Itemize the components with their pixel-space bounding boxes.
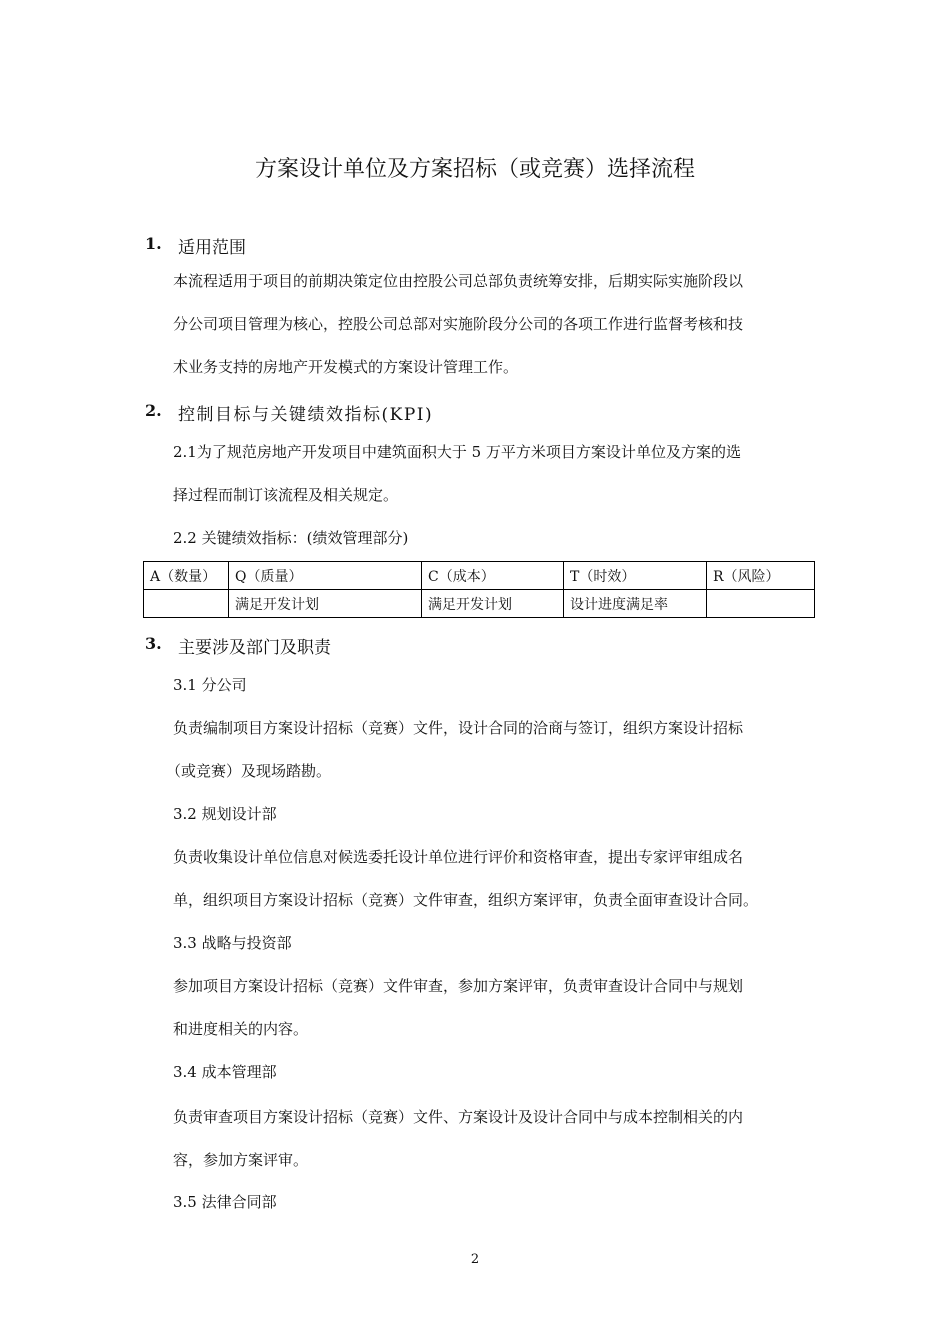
section-1-title: 适用范围 xyxy=(178,238,246,258)
kpi-header-a: A（数量） xyxy=(144,562,229,590)
kpi-header-r: R（风险） xyxy=(707,562,815,590)
subsection-3-4-line-1: 负责审查项目方案设计招标（竞赛）文件、方案设计及设计合同中与成本控制相关的内 xyxy=(173,1108,744,1126)
subsection-3-3-title: 3.3 战略与投资部 xyxy=(173,934,292,952)
subsection-3-1-line-2: （或竞赛）及现场踏勘。 xyxy=(166,762,332,780)
section-2-para-2: 2.2 关键绩效指标：(绩效管理部分) xyxy=(173,529,409,547)
kpi-value-q: 满足开发计划 xyxy=(229,590,422,618)
document-title: 方案设计单位及方案招标（或竞赛）选择流程 xyxy=(254,157,695,182)
subsection-3-4-line-2: 容，参加方案评审。 xyxy=(173,1151,309,1169)
subsection-3-5-title: 3.5 法律合同部 xyxy=(173,1193,277,1211)
section-1-line-2: 分公司项目管理为核心，控股公司总部对实施阶段分公司的各项工作进行监督考核和技 xyxy=(173,315,744,333)
kpi-value-a xyxy=(144,590,229,618)
kpi-table xyxy=(143,561,815,618)
subsection-3-2-title: 3.2 规划设计部 xyxy=(173,805,277,823)
kpi-header-c: C（成本） xyxy=(422,562,564,590)
kpi-value-t: 设计进度满足率 xyxy=(564,590,707,618)
kpi-header-q: Q（质量） xyxy=(229,562,422,590)
kpi-value-c: 满足开发计划 xyxy=(422,590,564,618)
section-1-number: 1. xyxy=(145,234,162,253)
subsection-3-1-title: 3.1 分公司 xyxy=(173,676,247,694)
section-3-title: 主要涉及部门及职责 xyxy=(178,638,331,658)
kpi-value-row xyxy=(144,590,815,618)
section-1-line-3: 术业务支持的房地产开发模式的方案设计管理工作。 xyxy=(173,358,519,376)
kpi-header-t: T（时效） xyxy=(564,562,707,590)
subsection-3-1-line-1: 负责编制项目方案设计招标（竞赛）文件，设计合同的洽商与签订，组织方案设计招标 xyxy=(173,719,744,737)
kpi-header-row xyxy=(144,562,815,590)
subsection-3-3-line-2: 和进度相关的内容。 xyxy=(173,1020,309,1038)
section-2-number: 2. xyxy=(145,401,162,420)
subsection-3-2-line-1: 负责收集设计单位信息对候选委托设计单位进行评价和资格审查，提出专家评审组成名 xyxy=(173,848,744,866)
section-2-para-1-line-2: 择过程而制订该流程及相关规定。 xyxy=(173,486,399,504)
section-1-line-1: 本流程适用于项目的前期决策定位由控股公司总部负责统筹安排，后期实际实施阶段以 xyxy=(173,272,744,290)
section-3-number: 3. xyxy=(145,634,162,653)
subsection-3-2-line-2: 单，组织项目方案设计招标（竞赛）文件审查，组织方案评审，负责全面审查设计合同。 xyxy=(173,891,759,909)
subsection-3-4-title: 3.4 成本管理部 xyxy=(173,1063,277,1081)
kpi-value-r xyxy=(707,590,815,618)
section-2-title: 控制目标与关键绩效指标(KPI) xyxy=(178,405,434,425)
subsection-3-3-line-1: 参加项目方案设计招标（竞赛）文件审查，参加方案评审，负责审查设计合同中与规划 xyxy=(173,977,744,995)
section-2-para-1-line-1: 2.1为了规范房地产开发项目中建筑面积大于 5 万平方米项目方案设计单位及方案的选 xyxy=(173,443,741,461)
page-number: 2 xyxy=(470,1252,480,1267)
